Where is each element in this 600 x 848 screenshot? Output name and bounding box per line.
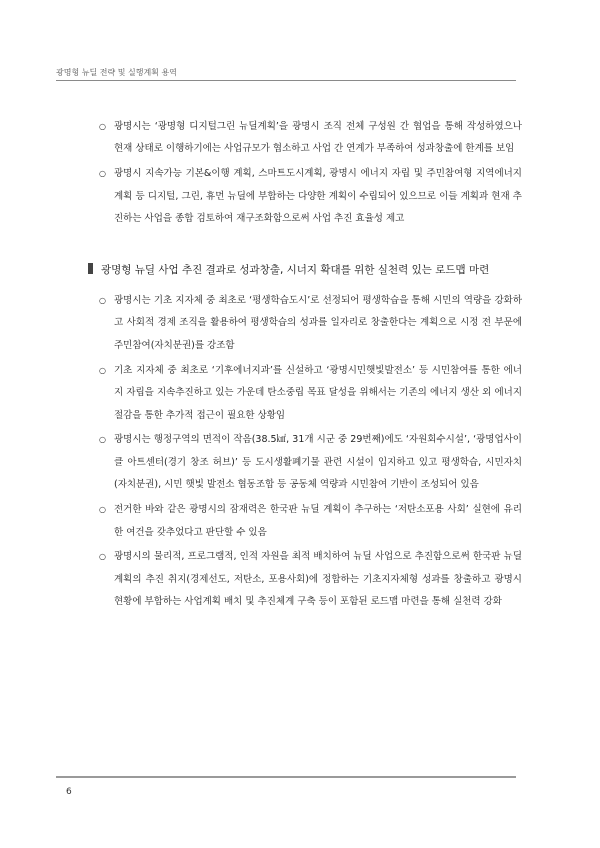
square-bullet-icon — [88, 263, 93, 274]
bullet-text: 광명시의 물리적, 프로그램적, 인적 자원을 최적 배치하여 뉴딜 사업으로 추진함으로써 한국판 뉴딜 계획의 추진 취지(경제선도, 저탄소, 포용사회)에 정합하는 기초지자체형 성과를 창출하고 광명시 현황에 부합하는 사업계획 배치 및 추진체계 구축 등이 포함된 로드맵 마련을 통해 실천력 강화 — [114, 551, 522, 608]
bullet-text: 전거한 바와 같은 광명시의 잠재력은 한국판 뉴딜 계획이 추구하는 ‘저탄소포용 사회’ 실현에 유리한 여건을 갖추었다고 판단할 수 있음 — [114, 504, 522, 538]
list-item — [96, 290, 522, 357]
header-divider — [56, 80, 516, 81]
page-number: 6 — [66, 787, 72, 797]
intro-bullet-list — [96, 116, 522, 233]
list-item — [96, 429, 522, 496]
list-item — [96, 499, 522, 544]
bullet-text: 광명시는 ‘광명형 디지털그린 뉴딜계획’을 광명시 조직 전체 구성원 간 협업을 통해 작성하였으나 현재 상태로 이행하기에는 사업규모가 협소하고 사업 간 연계가 부족하여 성과창출에 한계를 보임 — [114, 121, 522, 155]
circle-bullet-icon: ○ — [99, 365, 106, 375]
bullet-text: 광명시 지속가능 기본&이행 계획, 스마트도시계획, 광명시 에너지 자립 및 주민참여형 지역에너지계획 등 디지털, 그린, 휴먼 뉴딜에 부합하는 다양한 계획이 수립되어 있으므로 이들 계획과 현재 추진하는 사업을 종합 검토하여 재구조화함으로써 사업 추진 효율성 제고 — [114, 168, 522, 225]
footer-divider — [56, 776, 516, 778]
list-item — [96, 360, 522, 427]
list-item — [96, 116, 522, 161]
circle-bullet-icon: ○ — [99, 552, 106, 562]
circle-bullet-icon: ○ — [99, 296, 106, 305]
bullet-text: 기초 지자체 중 최초로 ‘기후에너지과’를 신설하고 ‘광명시민햇빛발전소’ 등 시민참여를 통한 에너지 자립을 지속추진하고 있는 가운데 탄소중립 목표 달성을 위해서는 기존의 에너지 생산 외 에너지 절감을 통한 추가적 접근이 필요한 상황임 — [114, 364, 522, 421]
list-item — [96, 163, 522, 230]
circle-bullet-icon: ○ — [99, 169, 106, 179]
circle-bullet-icon: ○ — [99, 435, 106, 445]
section-heading-text: 광명형 뉴딜 사업 추진 결과로 성과창출, 시너지 확대를 위한 실천력 있는 로드맵 마련 — [101, 264, 490, 276]
section-heading — [88, 262, 489, 277]
circle-bullet-icon: ○ — [99, 122, 106, 131]
page-header: 광명형 뉴딜 전략 및 실행계획 용역 — [56, 68, 177, 77]
bullet-text: 광명시는 기초 지자체 중 최초로 ‘평생학습도시’로 선정되어 평생학습을 통해 시민의 역량을 강화하고 사회적 경제 조직을 활용하여 평생학습의 성과를 일자리로 창출한다는 계획으로 시정 전 부문에 주민참여(자치분권)를 강조함 — [114, 295, 522, 351]
roadmap-bullet-list — [96, 290, 522, 616]
list-item — [96, 546, 522, 613]
bullet-text: 광명시는 행정구역의 면적이 작음(38.5㎢, 31개 시군 중 29번째)에도 ‘자원회수시설’, ‘광명업사이클 아트센터(경기 창조 허브)’ 등 도시생활폐기물 관련 시설이 입지하고 있고 평생학습, 시민자치(자치분권), 시민 햇빛 발전소 협동조합 등 공동체 역량과 시민참여 기반이 조성되어 있음 — [114, 434, 522, 491]
circle-bullet-icon: ○ — [99, 505, 106, 515]
